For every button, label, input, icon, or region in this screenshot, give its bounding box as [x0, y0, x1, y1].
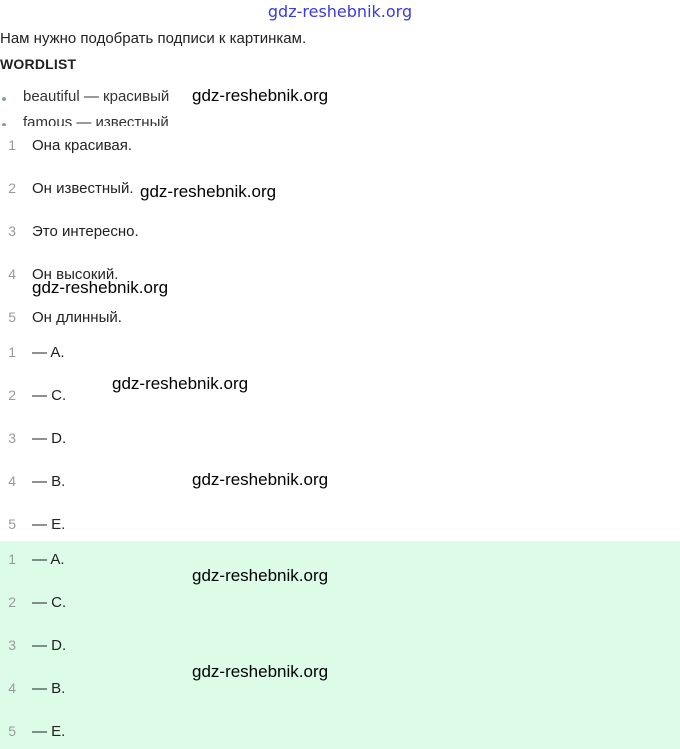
- sentence-text: Он известный.: [32, 180, 134, 197]
- match-row: [0, 473, 65, 493]
- match-row: [0, 430, 66, 450]
- match-text: — C.: [32, 387, 67, 404]
- match-text: — E.: [32, 516, 66, 533]
- answer-row: [0, 723, 65, 743]
- watermark: gdz-reshebnik.org: [32, 278, 169, 297]
- sentence-text: Он длинный.: [32, 309, 122, 326]
- answer-number: 2: [8, 594, 16, 610]
- answer-row: [0, 680, 65, 700]
- wordlist-item-text: famous — известный: [23, 114, 169, 126]
- watermark: gdz-reshebnik.org: [140, 182, 277, 201]
- match-row: [0, 387, 66, 407]
- sentence-number: 1: [8, 137, 16, 153]
- wordlist-item: [0, 114, 680, 126]
- wordlist-item-text: beautiful — красивый: [23, 88, 170, 105]
- sentence-number: 2: [8, 180, 16, 196]
- match-number: 2: [8, 387, 16, 403]
- answer-text: — B.: [32, 680, 66, 697]
- sentence-number: 5: [8, 309, 16, 325]
- answer-number: 5: [8, 723, 16, 739]
- intro-text: Нам нужно подобрать подписи к картинкам.: [0, 30, 307, 47]
- match-row: [0, 516, 65, 536]
- match-number: 4: [8, 473, 16, 489]
- sentence-text: Это интересно.: [32, 223, 139, 240]
- answer-row: [0, 637, 66, 657]
- wordlist-box: [0, 88, 680, 126]
- match-row: [0, 344, 65, 364]
- match-text: — D.: [32, 430, 67, 447]
- site-header-link[interactable]: gdz-reshebnik.org: [267, 2, 413, 21]
- match-number: 5: [8, 516, 16, 532]
- wordlist-title: WORDLIST: [0, 56, 77, 72]
- watermark: gdz-reshebnik.org: [192, 470, 329, 489]
- watermark: gdz-reshebnik.org: [192, 86, 329, 105]
- sentence-row: [0, 180, 134, 200]
- answer-row: [0, 594, 66, 614]
- match-number: 1: [8, 344, 16, 360]
- match-text: — A.: [32, 344, 65, 361]
- watermark: gdz-reshebnik.org: [112, 374, 249, 393]
- answer-number: 4: [8, 680, 16, 696]
- sentence-row: [0, 309, 122, 329]
- sentence-row: [0, 223, 139, 243]
- wordlist-item: [0, 88, 680, 114]
- answer-row: [0, 551, 65, 571]
- sentence-row: [0, 137, 132, 157]
- sentence-number: 3: [8, 223, 16, 239]
- answer-number: 3: [8, 637, 16, 653]
- watermark: gdz-reshebnik.org: [192, 662, 329, 681]
- answer-text: — E.: [32, 723, 66, 740]
- sentence-text: Она красивая.: [32, 137, 133, 154]
- watermark: gdz-reshebnik.org: [192, 566, 329, 585]
- answer-text: — D.: [32, 637, 67, 654]
- sentence-number: 4: [8, 266, 16, 282]
- sentence-text: Он высокий.: [32, 266, 119, 283]
- answer-block: [0, 541, 680, 749]
- answer-text: — C.: [32, 594, 67, 611]
- match-text: — B.: [32, 473, 66, 490]
- answer-number: 1: [8, 551, 16, 567]
- match-number: 3: [8, 430, 16, 446]
- answer-text: — A.: [32, 551, 65, 568]
